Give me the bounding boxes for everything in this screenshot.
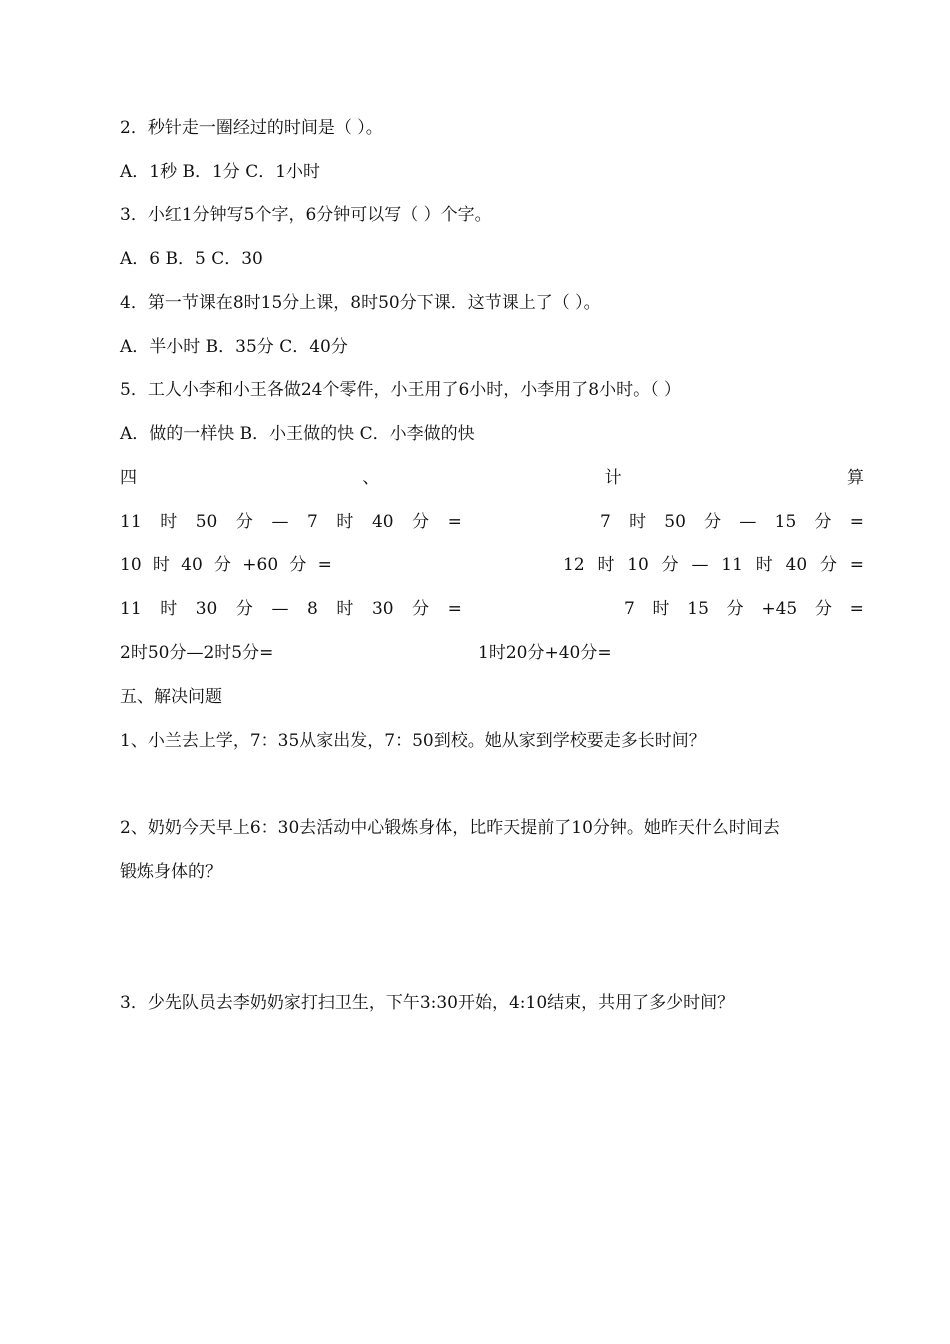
calc-row-4-right: 1时20分+40分= (478, 643, 612, 663)
question-5-stem: 5．工人小李和小王各做24个零件，小王用了6小时，小李用了8小时。（ ） (120, 380, 681, 400)
calc-token: 分 (814, 599, 832, 619)
problem-1: 1、小兰去上学，7：35从家出发，7：50到校。她从家到学校要走多长时间？ (120, 731, 706, 751)
calc-token: = (849, 599, 864, 619)
calc-token: 时 (597, 555, 615, 575)
calc-token: 分 (235, 599, 253, 619)
question-4-stem: 4．第一节课在8时15分上课，8时50分下课．这节课上了（ ）。 (120, 293, 601, 313)
calc-token: 50 (664, 512, 686, 532)
problem-2-line-1: 2、奶奶今天早上6：30去活动中心锻炼身体，比昨天提前了10分钟。她昨天什么时间去 (120, 818, 780, 838)
calc-token: 时 (152, 555, 170, 575)
calc-token: 分 (214, 555, 232, 575)
question-2-options: A．1秒 B．1分 C．1小时 (120, 162, 321, 182)
calc-token: +45 (761, 599, 798, 619)
calc-token: = (447, 599, 462, 619)
calc-token: 11 (120, 599, 142, 619)
calc-token: 分 (412, 512, 430, 532)
calc-token: 时 (160, 512, 178, 532)
question-4-options: A．半小时 B．35分 C．40分 (120, 337, 348, 357)
question-3-stem: 3．小红1分钟写5个字，6分钟可以写（ ）个字。 (120, 205, 492, 225)
calc-token: 分 (661, 555, 679, 575)
calc-token: 时 (629, 512, 647, 532)
calc-token: 分 (814, 512, 832, 532)
section-5-heading: 五、解决问题 (120, 687, 222, 707)
calc-token: 分 (819, 555, 837, 575)
calc-token: 30 (371, 599, 394, 619)
calc-token: 分 (726, 599, 744, 619)
calc-token: = (849, 512, 864, 532)
calc-token: — (739, 512, 757, 532)
calc-token: 时 (336, 512, 354, 532)
calc-row-4-left: 2时50分—2时5分= (120, 643, 274, 663)
problem-3: 3．少先队员去李奶奶家打扫卫生，下午3:30开始，4:10结束，共用了多少时间？ (120, 993, 735, 1013)
calc-token: = (849, 555, 864, 575)
calc-token: 10 (120, 555, 142, 575)
calc-row-3-right (624, 597, 864, 621)
question-5-options: A．做的一样快 B．小王做的快 C．小李做的快 (120, 424, 475, 444)
calc-token: 40 (371, 512, 394, 532)
section-4-heading (120, 466, 864, 490)
calc-token: 时 (160, 599, 178, 619)
calc-token: 40 (785, 555, 808, 575)
question-2-stem: 2．秒针走一圈经过的时间是（ ）。 (120, 118, 383, 138)
calc-token: 11 (120, 512, 142, 532)
calc-token: 分 (412, 599, 430, 619)
calc-token: 7 (307, 512, 318, 532)
calc-token: 11 (721, 555, 743, 575)
calc-row-2-right (563, 553, 864, 577)
heading-char: 算 (846, 468, 864, 488)
calc-token: 10 (627, 555, 649, 575)
calc-token: = (447, 512, 462, 532)
calc-token: 7 (600, 512, 611, 532)
question-3-options: A．6 B．5 C．30 (120, 249, 263, 269)
calc-token: — (271, 512, 289, 532)
heading-char: 计 (604, 468, 622, 488)
calc-row-3-left (120, 597, 462, 621)
calc-token: 15 (774, 512, 797, 532)
calc-token: 分 (704, 512, 722, 532)
calc-token: 8 (307, 599, 318, 619)
problem-2-line-2: 锻炼身体的？ (120, 862, 222, 882)
calc-token: 分 (235, 512, 253, 532)
calc-token: 50 (195, 512, 218, 532)
calc-token: 分 (289, 555, 307, 575)
calc-token: — (271, 599, 289, 619)
heading-char: 、 (362, 468, 380, 488)
calc-row-1-right (600, 510, 864, 534)
calc-token: +60 (242, 555, 279, 575)
calc-row-1-left (120, 510, 462, 534)
calc-token: 时 (755, 555, 773, 575)
calc-token: 7 (624, 599, 635, 619)
calc-token: 时 (336, 599, 354, 619)
calc-token: 12 (563, 555, 585, 575)
calc-token: 40 (181, 555, 203, 575)
calc-token: — (691, 555, 709, 575)
calc-token: 15 (687, 599, 709, 619)
heading-char: 四 (120, 468, 137, 488)
calc-token: = (317, 555, 332, 575)
calc-row-2-left (120, 553, 332, 577)
calc-token: 时 (652, 599, 670, 619)
calc-token: 30 (195, 599, 218, 619)
